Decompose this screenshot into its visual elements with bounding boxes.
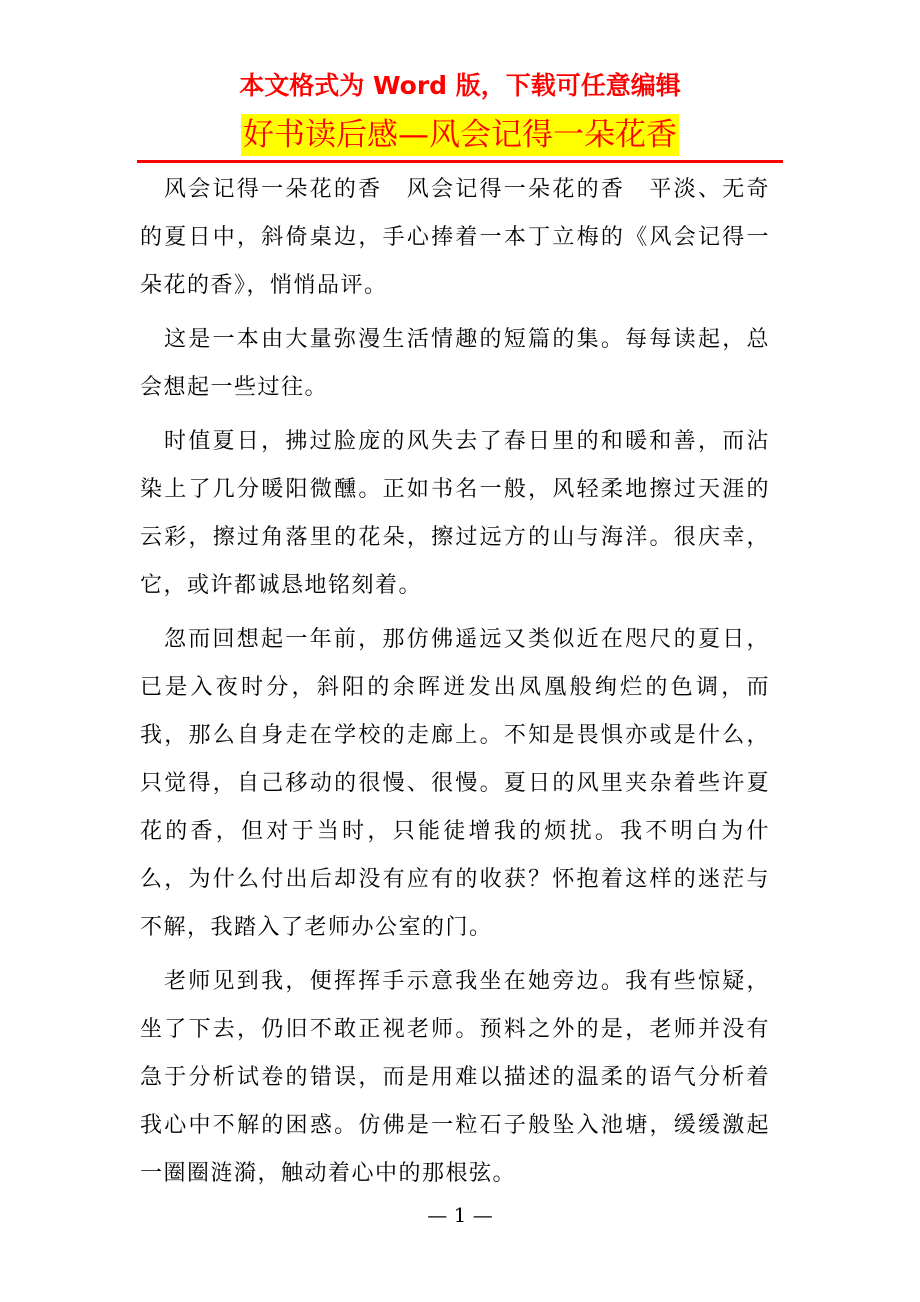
- paragraph: 忽而回想起一年前，那仿佛遥远又类似近在咫尺的夏日，已是入夜时分，斜阳的余晖迸发出凤凰般绚烂的色调，而我，那么自身走在学校的走廊上。不知是畏惧亦或是什么，只觉得，自己移动的很慢、很慢。夏日的风里夹杂着些许夏花的香，但对于当时，只能徒增我的烦扰。我不明白为什么，为什么付出后却没有应有的收获？怀抱着这样的迷茫与不解，我踏入了老师办公室的门。: [140, 627, 770, 940]
- paragraph: 这是一本由大量弥漫生活情趣的短篇的集。每每读起，总会想起一些过往。: [140, 327, 770, 400]
- page-number: — 1 —: [427, 1203, 493, 1227]
- paragraph: 老师见到我，便挥挥手示意我坐在她旁边。我有些惊疑，坐了下去，仍旧不敢正视老师。预料之外的是，老师并没有急于分析试卷的错误，而是用难以描述的温柔的语气分析着我心中不解的困惑。仿佛是一粒石子般坠入池塘，缓缓激起一圈圈涟漪，触动着心中的那根弦。: [140, 969, 770, 1186]
- title-divider: [137, 160, 783, 163]
- format-notice: 本文格式为 Word 版，下载可任意编辑: [239, 71, 681, 100]
- paragraph: 时值夏日，拂过脸庞的风失去了春日里的和暖和善，而沾染上了几分暖阳微醺。正如书名一般，风轻柔地擦过天涯的云彩，擦过角落里的花朵，擦过远方的山与海洋。很庆幸，它，或许都诚恳地铭刻着。: [140, 429, 770, 598]
- title-container: [0, 114, 920, 156]
- document-title: 好书读后感—风会记得一朵花香: [241, 114, 679, 156]
- paragraph: 风会记得一朵花的香 风会记得一朵花的香 平淡、无奇的夏日中，斜倚桌边，手心捧着一本丁立梅的《风会记得一朵花的香》，悄悄品评。: [140, 177, 770, 298]
- document-body: [140, 166, 770, 1204]
